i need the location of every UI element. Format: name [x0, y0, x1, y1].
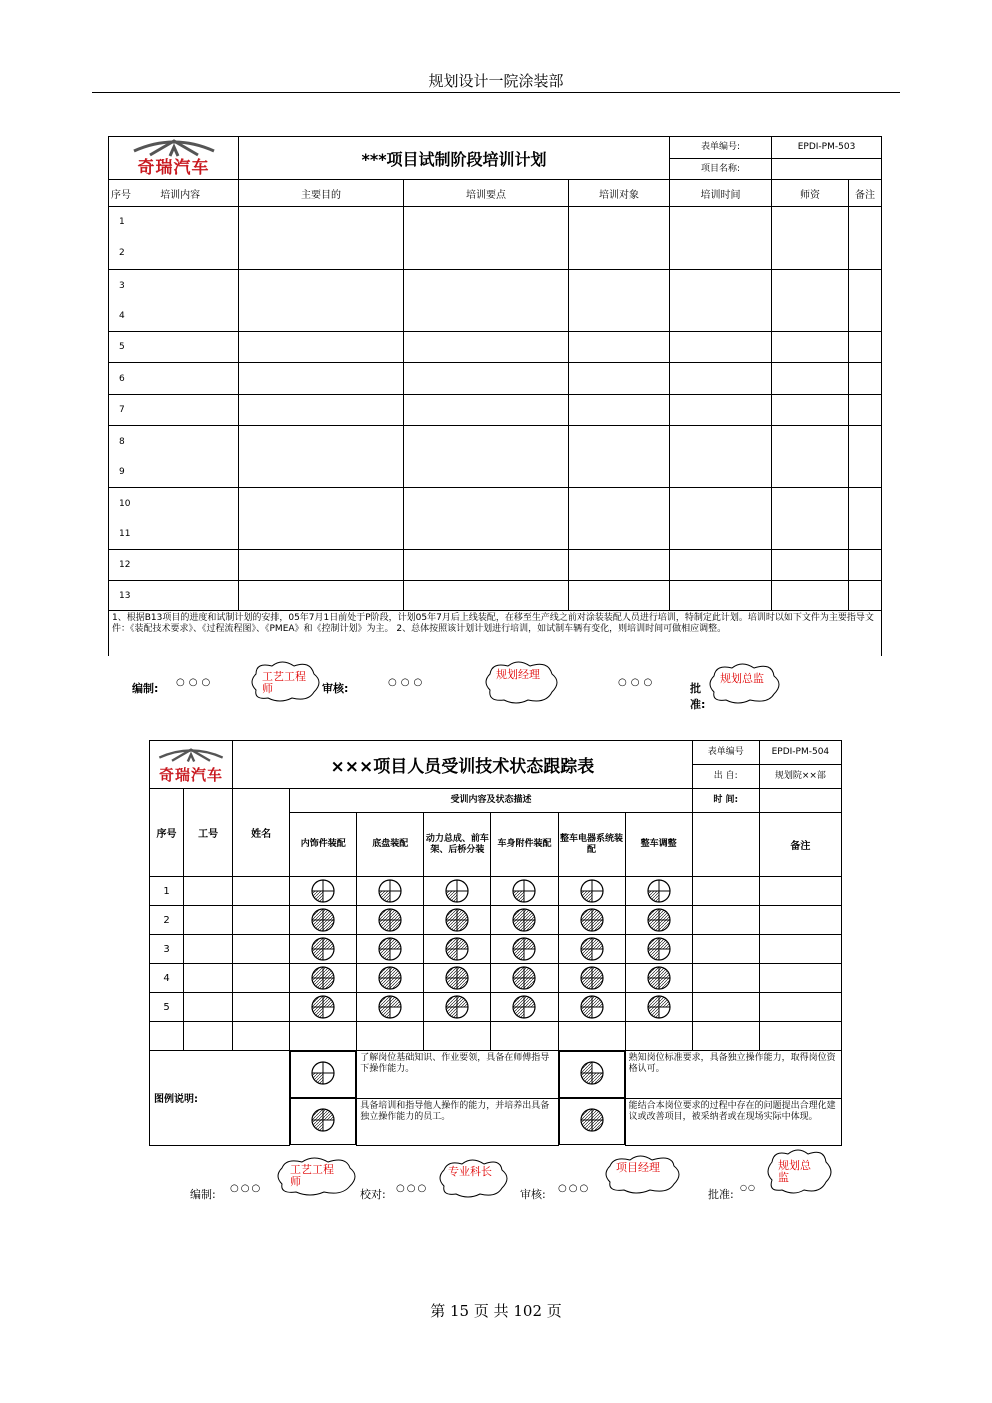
training-level-1-icon: [377, 878, 403, 904]
row-number: 5: [150, 993, 184, 1022]
col-item-body-parts: 车身附件装配: [491, 813, 558, 877]
t2-approved-label: 批准:: [708, 1188, 734, 1201]
row-number: 4: [150, 964, 184, 993]
status-cell[interactable]: [290, 906, 357, 935]
thought-dots: ○○○: [230, 1183, 263, 1194]
row-number-cell: [109, 207, 239, 270]
training-level-1-icon: [310, 878, 336, 904]
extra-cell[interactable]: [759, 1022, 841, 1051]
table-row: [109, 550, 882, 581]
table-row: [150, 964, 842, 993]
name-cell[interactable]: [233, 935, 290, 964]
row-number: 11: [119, 528, 131, 539]
status-cell[interactable]: [625, 906, 692, 935]
t1-prepared-by: 工艺工程师: [262, 670, 306, 695]
name-cell[interactable]: [233, 877, 290, 906]
training-level-4-icon: [377, 965, 403, 991]
status-cell[interactable]: [491, 935, 558, 964]
col-seq: 序号: [111, 189, 131, 201]
t2-prepared-by: 工艺工程师: [290, 1163, 334, 1188]
cloud-icon: [602, 1154, 684, 1194]
job-no-cell[interactable]: [184, 906, 233, 935]
status-cell[interactable]: [290, 993, 357, 1022]
col-item-powertrain: 动力总成、前车架、后桥分装: [424, 813, 491, 877]
t2-checked-by: 专业科长: [448, 1165, 492, 1178]
t1-approved-by: 规划总监: [720, 672, 764, 685]
col-teacher: 师资: [772, 180, 849, 207]
brand-logo-text: 奇瑞汽车: [159, 765, 224, 784]
row-number: 5: [109, 332, 239, 363]
training-level-1-icon: [511, 878, 537, 904]
header-rule: [92, 92, 900, 93]
col-trainees: 培训对象: [569, 180, 670, 207]
training-level-2-icon: [444, 994, 470, 1020]
row-number: 3: [119, 280, 125, 291]
cloud-icon: [436, 1158, 512, 1198]
status-cell[interactable]: [424, 1022, 491, 1051]
name-cell[interactable]: [233, 906, 290, 935]
t2-reviewed-by: 项目经理: [616, 1161, 660, 1174]
table-row: [150, 993, 842, 1022]
status-cell[interactable]: [491, 877, 558, 906]
extra-cell[interactable]: [759, 993, 841, 1022]
row-number: 13: [109, 581, 239, 611]
row-number: 3: [150, 935, 184, 964]
row-number-cell: [109, 488, 239, 550]
table-row: [109, 363, 882, 395]
table-row: [150, 935, 842, 964]
status-cell[interactable]: [357, 964, 424, 993]
extra-cell[interactable]: [692, 935, 759, 964]
col-item-electrical: 整车电器系统装配: [558, 813, 625, 877]
training-level-2-icon: [646, 994, 672, 1020]
extra-cell[interactable]: [692, 877, 759, 906]
chery-logo-icon: [153, 746, 229, 766]
col-item-adjustment: 整车调整: [625, 813, 692, 877]
page-footer: 第 15 页 共 102 页: [430, 1302, 562, 1320]
row-number-cell: [109, 270, 239, 332]
thought-dots: ○○○: [176, 677, 215, 688]
training-level-1-icon: [310, 1060, 336, 1086]
status-cell[interactable]: [491, 906, 558, 935]
col-seq: 序号: [150, 789, 184, 877]
status-cell[interactable]: [290, 964, 357, 993]
brand-logo: [109, 137, 239, 180]
extra-cell[interactable]: [759, 935, 841, 964]
col-name: 姓名: [233, 789, 290, 877]
page-header: 规划设计一院涂装部: [428, 72, 564, 90]
training-level-3-icon: [579, 1060, 605, 1086]
col-purpose: 主要目的: [239, 180, 404, 207]
training-level-2-icon: [579, 994, 605, 1020]
training-level-4-icon: [310, 965, 336, 991]
t1-reviewed-by: 规划经理: [496, 668, 540, 681]
training-level-2-icon: [579, 936, 605, 962]
form-no-label: 表单编号:: [670, 137, 772, 159]
thought-dots: ○○○: [388, 677, 427, 688]
row-number: 7: [109, 395, 239, 426]
training-level-2-icon: [511, 994, 537, 1020]
status-cell[interactable]: [491, 964, 558, 993]
legend-label: 图例说明:: [150, 1051, 290, 1146]
training-level-2-icon: [310, 936, 336, 962]
row-number: 12: [109, 550, 239, 581]
status-cell[interactable]: [357, 993, 424, 1022]
form-no-value: EPDI-PM-503: [772, 137, 882, 159]
issued-value: 规划院××部: [759, 765, 841, 789]
status-cell[interactable]: [357, 877, 424, 906]
table-row: [109, 488, 882, 550]
thought-dots: ○○○: [396, 1183, 429, 1194]
status-cell[interactable]: [558, 964, 625, 993]
status-cell[interactable]: [625, 964, 692, 993]
training-level-1-icon: [444, 878, 470, 904]
status-cell[interactable]: [491, 993, 558, 1022]
table1-title: ***项目试制阶段培训计划: [239, 137, 670, 180]
table-row: [109, 270, 882, 332]
extra-cell[interactable]: [692, 964, 759, 993]
training-level-2-icon: [310, 994, 336, 1020]
training-plan-table: [108, 136, 882, 656]
training-level-1-icon: [646, 878, 672, 904]
status-cell[interactable]: [625, 877, 692, 906]
t2-reviewed-label: 审核:: [520, 1188, 546, 1201]
status-cell[interactable]: [290, 1022, 357, 1051]
legend-text-1: 了解岗位基础知识、作业要领，具备在师傅指导下操作能力。: [357, 1051, 558, 1099]
extra-cell[interactable]: [759, 964, 841, 993]
cloud-icon: [482, 660, 562, 704]
table-row: [109, 581, 882, 611]
legend-text-3: 熟知岗位标准要求，具备独立操作能力，取得岗位资格认可。: [625, 1051, 841, 1099]
form-no-label: 表单编号: [692, 741, 759, 765]
col-remark: 备注: [849, 180, 882, 207]
training-level-2-icon: [511, 936, 537, 962]
status-cell[interactable]: [424, 935, 491, 964]
status-cell[interactable]: [424, 993, 491, 1022]
extra-cell[interactable]: [692, 1022, 759, 1051]
project-name-value[interactable]: [772, 159, 882, 180]
training-level-4-icon: [444, 907, 470, 933]
name-cell[interactable]: [233, 964, 290, 993]
form-no-value: EPDI-PM-504: [759, 741, 841, 765]
table2-title: ×××项目人员受训技术状态跟踪表: [233, 741, 693, 789]
col-seq-content: [109, 180, 239, 207]
thought-dots: ○○○: [618, 677, 657, 688]
thought-dots: ○○: [740, 1183, 756, 1192]
name-cell[interactable]: [233, 1022, 290, 1051]
legend-text-2: 具备培训和指导他人操作的能力，并培养出具备独立操作能力的员工。: [357, 1098, 558, 1145]
t2-prepared-label: 编制:: [190, 1188, 216, 1201]
row-number-cell: [109, 426, 239, 488]
job-no-cell[interactable]: [184, 1022, 233, 1051]
brand-logo-text: 奇瑞汽车: [137, 158, 210, 178]
t2-checked-label: 校对:: [360, 1188, 386, 1201]
brand-logo-2: [150, 741, 233, 789]
row-number: 10: [119, 498, 131, 509]
extra-cell[interactable]: [759, 877, 841, 906]
status-cell[interactable]: [558, 906, 625, 935]
col-item-chassis: 底盘装配: [357, 813, 424, 877]
training-level-4-icon: [646, 965, 672, 991]
training-level-2-icon: [646, 936, 672, 962]
status-cell[interactable]: [424, 964, 491, 993]
status-cell[interactable]: [625, 1022, 692, 1051]
training-level-4-icon: [511, 965, 537, 991]
status-cell[interactable]: [625, 993, 692, 1022]
group-header: 受训内容及状态描述: [290, 789, 693, 813]
status-cell[interactable]: [357, 935, 424, 964]
legend-symbol: [559, 1051, 625, 1098]
col-item-interior: 内饰件装配: [290, 813, 357, 877]
job-no-cell[interactable]: [184, 935, 233, 964]
time-label: 时 间:: [692, 789, 759, 813]
training-level-4-icon: [646, 907, 672, 933]
status-cell[interactable]: [357, 1022, 424, 1051]
extra-cell[interactable]: [692, 993, 759, 1022]
status-cell[interactable]: [625, 935, 692, 964]
col-content: 培训内容: [160, 189, 201, 201]
row-number: 2: [150, 906, 184, 935]
training-level-2-icon: [377, 994, 403, 1020]
row-number: 6: [109, 363, 239, 395]
status-cell[interactable]: [491, 1022, 558, 1051]
row-number: 8: [119, 436, 125, 447]
t1-prepared-label: 编制:: [132, 682, 159, 695]
training-level-4-icon: [511, 907, 537, 933]
status-cell[interactable]: [424, 877, 491, 906]
job-no-cell[interactable]: [184, 877, 233, 906]
legend-symbol: [290, 1098, 356, 1145]
training-level-4-icon: [310, 907, 336, 933]
table-row: [109, 332, 882, 363]
col-key-points: 培训要点: [404, 180, 569, 207]
training-level-4-icon: [579, 1107, 605, 1133]
status-cell[interactable]: [290, 877, 357, 906]
table-row: [150, 1022, 842, 1051]
extra-cell[interactable]: [692, 906, 759, 935]
project-name-label: 项目名称:: [670, 159, 772, 180]
col-remark: 备注: [759, 813, 841, 877]
job-no-cell[interactable]: [184, 964, 233, 993]
row-number: 2: [119, 248, 125, 258]
row-number: 1: [150, 877, 184, 906]
table-row: [150, 906, 842, 935]
status-cell[interactable]: [558, 1022, 625, 1051]
training-level-4-icon: [579, 907, 605, 933]
col-job-no: 工号: [184, 789, 233, 877]
t1-reviewed-label: 审核:: [322, 682, 349, 695]
training-level-2-icon: [444, 936, 470, 962]
time-value[interactable]: [759, 789, 841, 813]
training-level-4-icon: [579, 965, 605, 991]
name-cell[interactable]: [233, 993, 290, 1022]
extra-cell[interactable]: [759, 906, 841, 935]
training-level-4-icon: [377, 907, 403, 933]
table-row: [150, 877, 842, 906]
row-number: 1: [119, 217, 125, 227]
t2-approved-by: 规划总监: [778, 1159, 811, 1184]
legend-text-4: 能结合本岗位要求的过程中存在的问题提出合理化建议或改善项目，被采纳者或在现场实际中体现。: [625, 1098, 841, 1145]
table-row: [109, 207, 882, 270]
t1-approved-label: 批准:: [690, 682, 706, 711]
status-cell[interactable]: [424, 906, 491, 935]
issued-label: 出 自:: [692, 765, 759, 789]
row-number: [150, 1022, 184, 1051]
training-level-4-icon: [444, 965, 470, 991]
table1-note: 1、根据B13项目的进度和试制计划的安排，05年7月1日前处于P阶段，计划05年7月后上线装配，在移至生产线之前对涂装装配人员进行培训，特制定此计划。培训时以如下文件为主要指导文件：《装配技术要求》、《过程流程图》、《PMEA》和《控制计划》为主。 2、总体按照该计划计划进行培训，如试制车辆有变化，则培训时间可做相应调整。: [109, 611, 882, 656]
chery-logo-icon: [126, 139, 222, 159]
col-time: 培训时间: [670, 180, 772, 207]
status-cell[interactable]: [558, 993, 625, 1022]
training-level-2-icon: [377, 936, 403, 962]
job-no-cell[interactable]: [184, 993, 233, 1022]
legend-symbol: [559, 1098, 625, 1145]
legend-symbol: [290, 1051, 356, 1098]
table-row: [109, 395, 882, 426]
training-level-2-icon: [310, 1107, 336, 1133]
status-cell[interactable]: [290, 935, 357, 964]
row-number: 4: [119, 310, 125, 321]
training-level-1-icon: [579, 878, 605, 904]
status-cell[interactable]: [357, 906, 424, 935]
thought-dots: ○○○: [558, 1183, 591, 1194]
table-row: [109, 426, 882, 488]
status-cell[interactable]: [558, 877, 625, 906]
training-status-table: [149, 740, 842, 1146]
status-cell[interactable]: [558, 935, 625, 964]
row-number: 9: [119, 466, 125, 477]
